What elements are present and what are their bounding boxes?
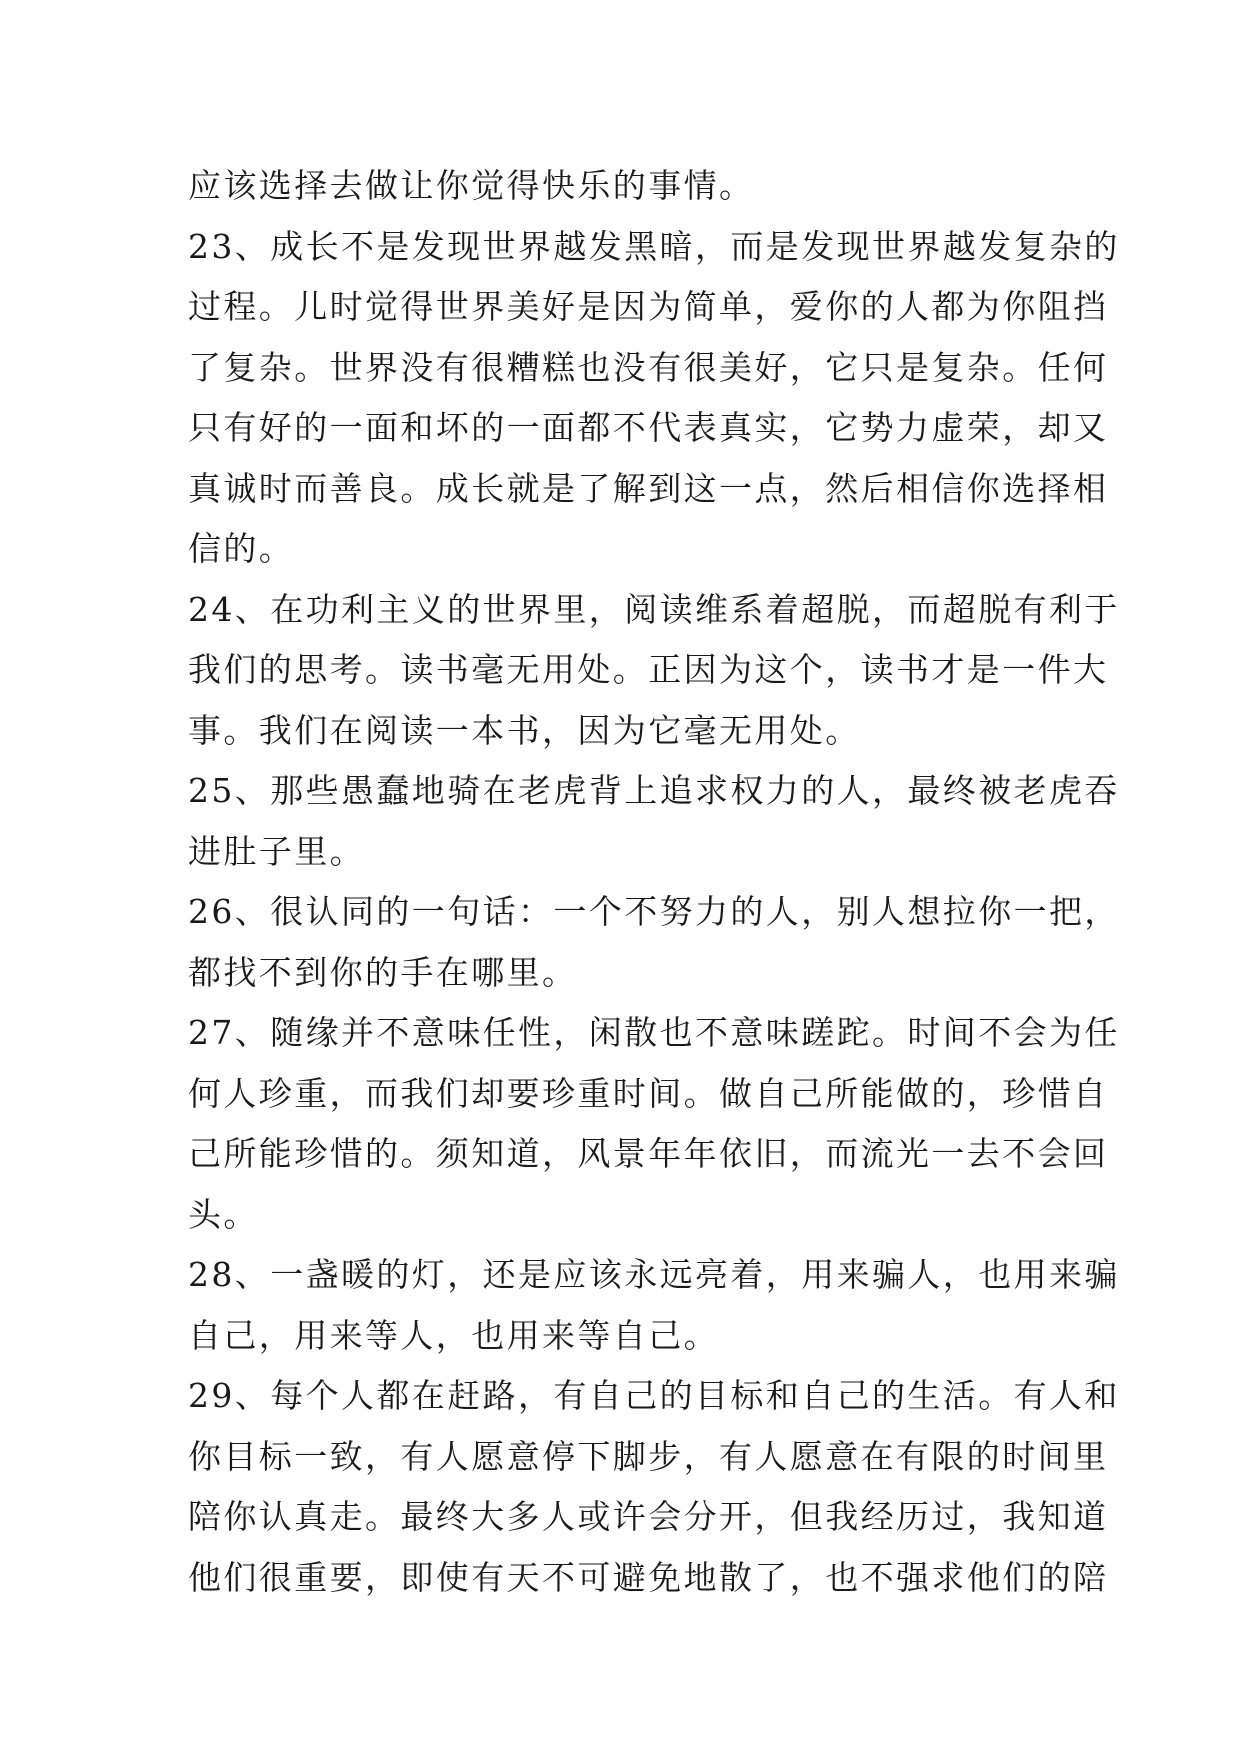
text-line: 他们很重要，即使有天不可避免地散了，也不强求他们的陪 (188, 1557, 1109, 1597)
text-line: 信的。 (188, 529, 295, 568)
text-line: 自己，用来等人，也用来等自己。 (188, 1315, 719, 1355)
text-line: 我们的思考。读书毫无用处。正因为这个，读书才是一件大 (188, 650, 1109, 689)
text-line: 28、一盏暖的灯，还是应该永远亮着，用来骗人，也用来骗 (188, 1255, 1120, 1294)
text-line: 陪你认真走。最终大多人或许会分开，但我经历过，我知道 (188, 1497, 1109, 1536)
text-line: 26、很认同的一句话：一个不努力的人，别人想拉你一把， (188, 892, 1120, 931)
text-line: 何人珍重，而我们却要珍重时间。做自己所能做的，珍惜自 (188, 1073, 1109, 1113)
text-line: 都找不到你的手在哪里。 (188, 952, 578, 992)
text-line: 真诚时而善良。成长就是了解到这一点，然后相信你选择相 (188, 468, 1109, 508)
text-line: 29、每个人都在赶路，有自己的目标和自己的生活。有人和 (188, 1376, 1120, 1415)
text-line: 过程。儿时觉得世界美好是因为简单，爱你的人都为你阻挡 (188, 287, 1109, 326)
text-line: 己所能珍惜的。须知道，风景年年依旧，而流光一去不会回 (188, 1134, 1109, 1173)
body-text (188, 156, 1120, 1608)
text-line: 应该选择去做让你觉得快乐的事情。 (188, 166, 755, 205)
text-line: 24、在功利主义的世界里，阅读维系着超脱，而超脱有利于 (188, 589, 1120, 629)
text-line: 27、随缘并不意味任性，闲散也不意味蹉跎。时间不会为任 (188, 1013, 1120, 1052)
text-line: 你目标一致，有人愿意停下脚步，有人愿意在有限的时间里 (188, 1436, 1109, 1476)
text-line: 25、那些愚蠢地骑在老虎背上追求权力的人，最终被老虎吞 (188, 771, 1120, 810)
text-line: 只有好的一面和坏的一面都不代表真实，它势力虚荣，却又 (188, 408, 1109, 447)
text-line: 了复杂。世界没有很糟糕也没有很美好，它只是复杂。任何 (188, 347, 1109, 387)
text-line: 事。我们在阅读一本书，因为它毫无用处。 (188, 710, 861, 750)
text-line: 23、成长不是发现世界越发黑暗，而是发现世界越发复杂的 (188, 226, 1120, 266)
text-line: 进肚子里。 (188, 831, 365, 871)
text-line: 头。 (188, 1194, 259, 1234)
